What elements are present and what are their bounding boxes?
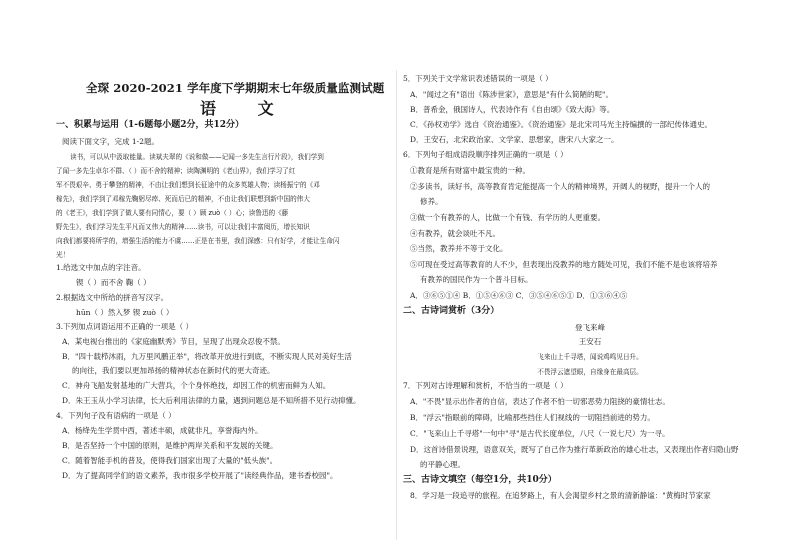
passage-line: 野先生》，我们学习先生平凡而又伟大的精神……读书，可以让我们丰富阅历，增长知识	[56, 223, 310, 231]
question-8: 8．学习是一段追寻的旅程。在追梦路上，有人会渴望乡村之景的清新静谧："黄梅时节家家	[410, 491, 711, 500]
passage-line: 向我们都要将所学的，增强生活的能力不虞……正是在书里，我们深感：只有好学，才能让生命闪	[56, 237, 340, 245]
question-3-option-b-cont: 的向往，我们要以更加昂扬的精神状态在新时代的更大奇迹。	[72, 366, 275, 375]
question-4-option-d: D．为了提高同学们的语文素养，我市很多学校开展了"读经典作品，建书香校园"。	[62, 471, 338, 480]
section-1-heading: 一、积累与运用（1-6题每小题2分，共12分）	[56, 120, 245, 130]
passage-line: 的《老王》，我们学到了做人要有同情心，要（ ）顾 zuò（ ）心；读鲁迅的《藤	[56, 209, 289, 217]
question-5-option-c: C．《孙权劝学》选自《资治通鉴》。《资治通鉴》是北宋司马光主持编撰的一部纪传体通史。	[410, 120, 712, 129]
subject-title: 语 文	[200, 99, 292, 118]
question-7-option-c: C．"飞来山上千寻塔"一句中"寻"是古代长度单位，八尺（一说七尺）为一寻。	[410, 429, 670, 438]
poem-line: 不畏浮云遮望眼，自缘身在最高层。	[537, 368, 643, 376]
passage-line: 光！	[56, 251, 70, 259]
poem-line: 飞来山上千寻塔，闻说鸡鸣见日升。	[537, 353, 643, 361]
question-6-sentence-5: ⑤当然，教养并不等于文化。	[410, 244, 508, 253]
poem-author: 王安石	[578, 337, 602, 346]
question-1: 1.给选文中加点的字注音。	[56, 263, 146, 272]
column-divider	[396, 70, 397, 540]
question-3-option-a: A．某电视台推出的《家庭幽默秀》节目，呈现了出现众忍俊不禁。	[62, 337, 285, 346]
question-6-sentence-4: ④有教养，就会谈吐不凡。	[410, 229, 500, 238]
question-5: 5．下列关于文学常识表述错误的一项是（ ）	[403, 74, 553, 83]
question-4-option-b: B．是否坚持一个中国的原则，是维护两岸关系和平发展的关键。	[62, 441, 278, 450]
question-3-option-c: C．神舟飞船发射基地的广大营兵，个个身怀绝技，却因工作的机密而鲜为人知。	[62, 381, 331, 390]
question-5-option-b: B．普希金，俄国诗人，代表诗作有《自由颂》《致大海》等。	[410, 105, 615, 114]
question-6-sentence-6: ⑤可现在受过高等教育的人不少，但表现出没教养的地方随处可见，我们不能不是也该将培养	[410, 260, 718, 269]
passage-line: 稼先》，我们学到了邓稼先鞠躬尽瘁、死而后已的精神，不由让我们联想到新中国的伟大	[56, 195, 310, 203]
question-4-option-a: A．杨绛先生学贯中西，著述丰硕，成就非凡，享誉海内外。	[62, 426, 263, 435]
question-7-option-d-cont: 的平静心理。	[420, 460, 465, 469]
question-7-option-a: A．"不畏"显示出作者的自信，表达了作者不怕一切邪恶势力阻挠的豪情壮志。	[410, 397, 670, 406]
question-5-option-d: D．王安石，北宋政治家、文学家、思想家，唐宋八大家之一。	[410, 135, 619, 144]
question-3-option-d: D．朱王玉从小学习法律，长大后利用法律的力量，遇到问题总是不知所措不见行动抑懂。	[62, 396, 361, 405]
exam-title: 全琛 2020-2021 学年度下学期期末七年级质量监测试题	[86, 81, 385, 95]
question-2: 2.根据选文中所给的拼音写汉字。	[56, 293, 169, 302]
section-3-heading: 三、古诗文填空（每空1分，共10分）	[403, 475, 557, 485]
question-6: 6．下列句子组成语段顺序排列正确的一项是（ ）	[403, 150, 568, 159]
poem-title: 登飞来峰	[575, 323, 605, 332]
section-2-heading: 二、古诗词赏析（3分）	[403, 306, 500, 316]
question-6-sentence-2-cont: 修养。	[420, 197, 443, 206]
question-6-options: A．③⑥⑤①④ B．①⑤④⑥③ C．③⑤④⑥⑤① D．①③⑥④⑤	[410, 291, 628, 300]
question-6-sentence-6-cont: 有教养的国民作为一个普斗目标。	[420, 275, 533, 284]
passage-line: 读书，可以从中汲取能量。读斌夫翠的《说和做——记闻一多先生言行片段》，我们学到	[70, 153, 324, 161]
question-6-sentence-2: ②多读书，读好书，高等教育肯定能提高一个人的精神境界，开阔人的视野，提升一个人的	[410, 182, 710, 191]
question-6-sentence-3: ③做一个有教养的人，比做一个有钱、有学历的人更重要。	[410, 213, 605, 222]
question-7-option-b: B．"浮云"指眼前的障碍，比喻那些挡住人们视线的一切阻挡前进的势力。	[410, 413, 655, 422]
question-2-items: hūn（ ）然入梦 锲 zuò（ ）	[76, 308, 174, 317]
passage-line: 军不畏艰辛、勇于攀登的精神，不由让我们想到长征途中的众多英雄人物；读杨振宁的《邓	[56, 181, 320, 189]
question-7: 7．下列对古诗理解和赏析，不恰当的一项是（ ）	[403, 381, 568, 390]
passage-line: 了闻一多先生卓尔不群、（ ）而不舍的精神；读陶渊明的《老山界》，我们学习了红	[56, 167, 296, 175]
question-3: 3.下列加点词语运用不正确的一项是（ ）	[56, 322, 194, 331]
question-3-option-b: B．"四十载栉沐雨，九万里风鹏正举"，将改革开放进行到底，不断实现人民对美好生活	[62, 352, 352, 361]
question-6-sentence-1: ①教育是所有财富中最宝贵的一种。	[410, 166, 530, 175]
question-7-option-d: D．这首诗借景说理，语意双关，既写了自己作为推行革新政治的雄心壮志，又表现出作者归隐山野	[410, 445, 739, 454]
question-5-option-a: A．"闻过之有"语出《陈涉世家》，意思是"有什么简陋的呢"。	[410, 90, 613, 99]
question-4: 4．下列句子没有语病的一项是（ ）	[56, 411, 176, 420]
reading-intro: 阅读下面文字，完成 1-2题。	[62, 137, 159, 146]
question-4-option-c: C．随着智能手机的普及，使得我们国家出现了大量的"低头族"。	[62, 456, 278, 465]
question-1-items: 锲（ ）而不舍 鞠（ ）	[76, 278, 151, 287]
